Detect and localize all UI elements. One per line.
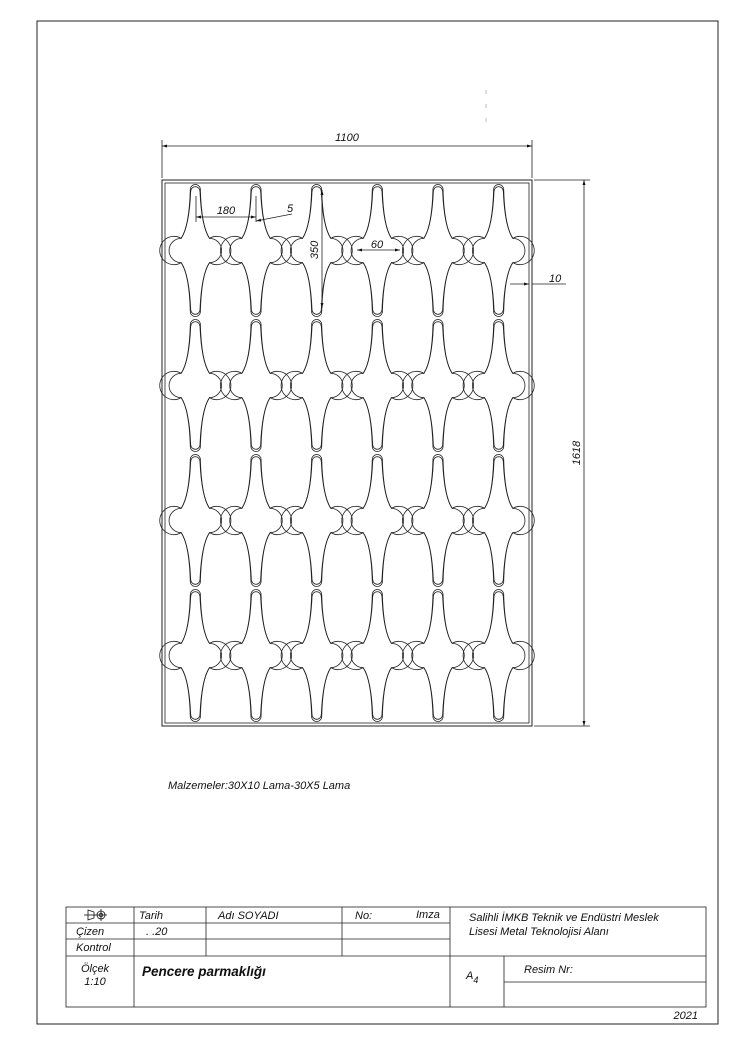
drawn-date-value: . .20 xyxy=(146,926,168,938)
row-drawn-by: Çizen xyxy=(76,926,105,938)
dim-10: 10 xyxy=(549,273,562,285)
header-signature: Imza xyxy=(416,909,440,921)
school-line-2: Lisesi Metal Teknolojisi Alanı xyxy=(469,926,609,938)
scale-value: 1:10 xyxy=(84,976,106,988)
year: 2021 xyxy=(673,1010,698,1022)
materials-note: Malzemeler:30X10 Lama-30X5 Lama xyxy=(168,780,351,792)
dim-180: 180 xyxy=(216,205,236,217)
scale-label: Ölçek xyxy=(80,963,110,975)
dim-1618: 1618 xyxy=(571,440,583,466)
header-number: No: xyxy=(355,910,373,922)
part-name: Pencere parmaklığı xyxy=(142,964,266,979)
header-date: Tarih xyxy=(139,910,164,922)
dim-60: 60 xyxy=(370,239,384,251)
dimension-frame-offset xyxy=(510,273,566,285)
dim-1100: 1100 xyxy=(335,132,359,144)
grille-pattern xyxy=(160,184,535,721)
header-name: Adı SOYADI xyxy=(218,910,279,922)
dimension-overall-height xyxy=(534,180,590,726)
dim-5: 5 xyxy=(287,203,294,215)
school-line-1: Salihli İMKB Teknik ve Endüstri Meslek xyxy=(469,912,659,924)
dimension-lobe-width xyxy=(357,239,400,251)
dimension-pitch xyxy=(196,196,256,222)
row-checked-by: Kontrol xyxy=(76,942,111,954)
dimension-overall-width xyxy=(162,132,532,178)
sheet-border xyxy=(37,21,718,1024)
paper-size: $A_4$ xyxy=(466,970,479,985)
drawing-number-label: Resim Nr: xyxy=(524,964,573,976)
dim-350: 350 xyxy=(309,240,321,260)
first-angle-projection-icon xyxy=(84,909,107,921)
